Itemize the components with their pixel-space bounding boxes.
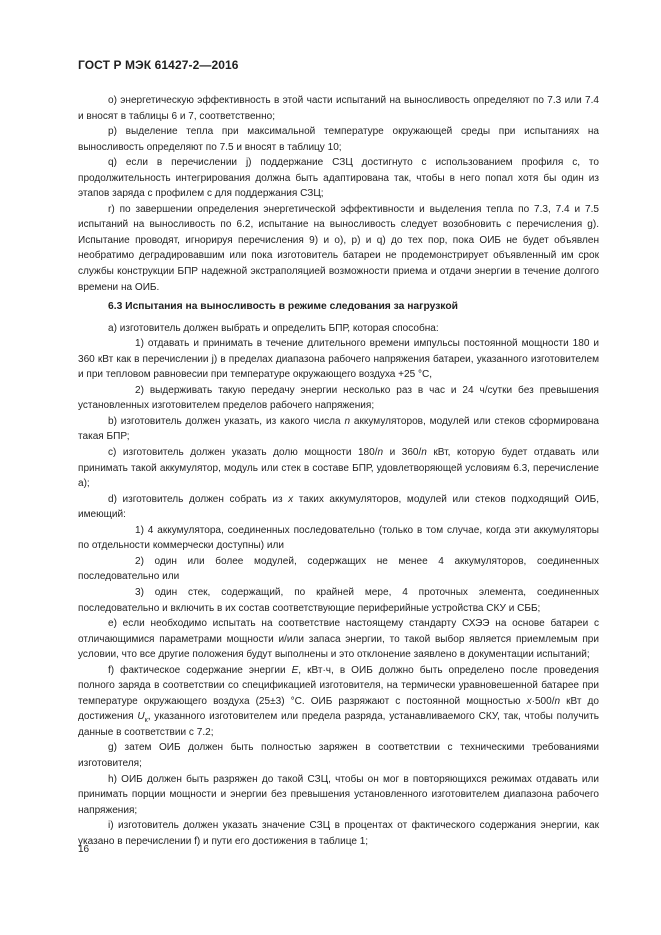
item-a-1: 1) отдавать и принимать в течение длительного времени импульсы постоянной мощности 180 и 360 кВт как в перечислении j) в пределах диапазона рабочего напряжения батареи, указанного изготовителем и при тепловом равновесии при температуре окружающего воздуха +25 °С, bbox=[78, 338, 599, 381]
paragraph-q: q) если в перечислении j) поддержание СЗЦ достигнуто с использованием профиля с, то продолжительность интегрирования должна быть адаптирована так, чтобы в него попал хотя бы один из этапов заряда с профилем с для поддержания СЗЦ; bbox=[78, 157, 599, 200]
item-d: d) изготовитель должен собрать из х таких аккумуляторов, модулей или стеков подходящий ОИБ, имеющий: bbox=[78, 493, 599, 521]
item-a-2: 2) выдерживать такую передачу энергии несколько раз в час и 24 ч/сутки без превышения установленных изготовителем пределов рабочего напряжения; bbox=[78, 384, 599, 412]
item-f: f) фактическое содержание энергии Е, кВт·ч, в ОИБ должно быть определено после проведения полного заряда в соответствии со спецификацией изготовителя, на термически уравновешенной батарее при температуре окружающего воздуха (25±3) °С. ОИБ разряжают с постоянной мощностью х·500/n кВт до достижения $U_к$, указанного изготовителем или предела разряда, устанавливаемого СКУ, так, чтобы получить данные в соответствии с 7.2; bbox=[78, 664, 600, 738]
item-g: g) затем ОИБ должен быть полностью заряжен в соответствии с техническими требованиями изготовителя; bbox=[78, 742, 599, 769]
item-c: с) изготовитель должен указать долю мощности 180/n и 360/n кВт, которую будет отдавать или принимать такой аккумулятор, модуль или стек в составе БПР, удовлетворяющей условиям 6.3, перечисление а); bbox=[78, 447, 600, 490]
item-a: а) изготовитель должен выбрать и определить БПР, которая способна: bbox=[108, 322, 439, 334]
page-number: 16 bbox=[78, 844, 90, 855]
paragraph-o: о) энергетическую эффективность в этой части испытаний на выносливость определяют по 7.3 или 7.4 и вносят в таблицы 6 и 7, соответственно; bbox=[78, 95, 599, 122]
item-b: b) изготовитель должен указать, из какого числа n аккумуляторов, модулей или стеков сформирована такая БПР; bbox=[78, 415, 600, 443]
item-e: е) если необходимо испытать на соответствие настоящему стандарту СХЭЭ на основе батареи с отличающимися параметрами мощности и/или запаса энергии, то такой выбор является приемлемым при условии, что все другие положения будут выполнены и это отклонение заявлено в документации испытаний; bbox=[78, 618, 599, 661]
paragraph-p: р) выделение тепла при максимальной температуре окружающей среды при испытаниях на выносливость определяют по 7.5 и вносят в таблицу 10; bbox=[78, 126, 599, 153]
standard-header: ГОСТ Р МЭК 61427-2—2016 bbox=[78, 58, 239, 72]
paragraph-r: r) по завершении определения энергетической эффективности и выделения тепла по 7.3, 7.4 и 7.5 испытаний на выносливость по 6.2, испытание на выносливость следует возобновить с перечисления g). Испытание проводят, игнорируя перечисления 9) и о), р) и q) до тех пор, пока ОИБ не будет объявлен необратимо деградировавшим или пока изготовитель батареи не продемонстрирует объявленный им срок службы конструкции БПР надежной экстраполяцией возможности приема и отдачи энергии в течение долгого времени на ОИБ. bbox=[78, 203, 599, 293]
item-h: h) ОИБ должен быть разряжен до такой СЗЦ, чтобы он мог в повторяющихся режимах отдавать или принимать порции мощности и энергии без превышения установленного изготовителем диапазона рабочего напряжения; bbox=[78, 773, 599, 816]
item-d-1: 1) 4 аккумулятора, соединенных последовательно (только в том случае, когда эти аккумуляторы по отдельности коммерчески доступны) или bbox=[78, 524, 599, 552]
document-body bbox=[78, 93, 599, 849]
item-d-2: 2) один или более модулей, содержащих не менее 4 аккумуляторов, соединенных последовательно или bbox=[78, 555, 599, 583]
section-heading-6-3: 6.3 Испытания на выносливость в режиме следования за нагрузкой bbox=[108, 301, 458, 313]
item-i: i) изготовитель должен указать значение СЗЦ в процентах от фактического содержания энергии, как указано в перечислении f) и пути его достижения в таблице 1; bbox=[78, 820, 599, 847]
item-d-3: 3) один стек, содержащий, по крайней мере, 4 проточных элемента, соединенных последовательно и включить в их состав соответствующие периферийные устройства СКУ и СББ; bbox=[78, 586, 599, 614]
